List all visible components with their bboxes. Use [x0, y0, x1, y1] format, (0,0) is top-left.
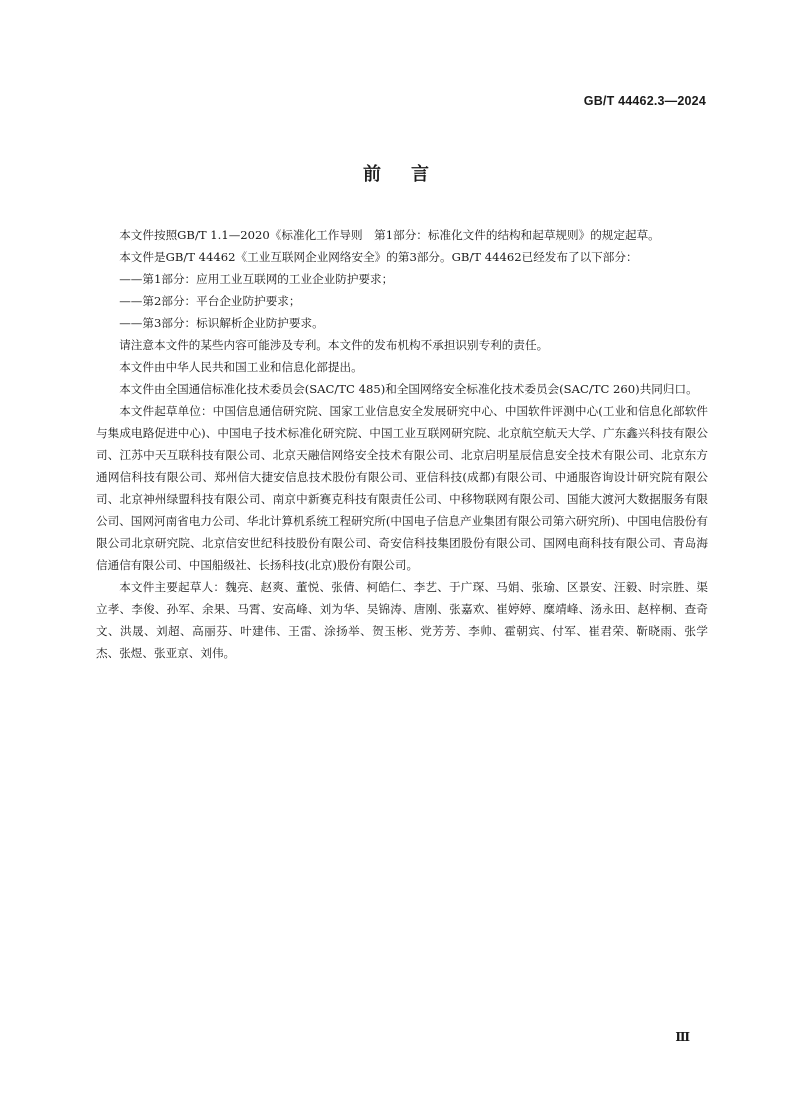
paragraph-parts-intro: 本文件是GB/T 44462《工业互联网企业网络安全》的第3部分。GB/T 44462已经发布了以下部分： [119, 250, 638, 264]
paragraph-proposer: 本文件由中华人民共和国工业和信息化部提出。 [119, 360, 363, 374]
paragraph-technical-committee: 本文件由全国通信标准化技术委员会(SAC/TC 485)和全国网络安全标准化技术委员会(SAC/TC 260)共同归口。 [119, 382, 698, 396]
list-item-part1: ——第1部分：应用工业互联网的工业企业防护要求； [119, 272, 394, 286]
standard-number: GB/T 44462.3—2024 [583, 94, 706, 108]
foreword-body [96, 224, 708, 664]
paragraph-patent-notice: 请注意本文件的某些内容可能涉及专利。本文件的发布机构不承担识别专利的责任。 [119, 338, 549, 352]
list-item-part2: ——第2部分：平台企业防护要求； [119, 294, 301, 308]
paragraph-drafting-rules: 本文件按照GB/T 1.1—2020《标准化工作导则 第1部分：标准化文件的结构和起草规则》的规定起草。 [119, 228, 660, 242]
page-title: 前言 [363, 164, 459, 185]
list-item-part3: ——第3部分：标识解析企业防护要求。 [119, 316, 324, 330]
page-number: Ⅲ [675, 1030, 690, 1044]
paragraph-drafters: 本文件主要起草人：魏亮、赵爽、董悦、张倩、柯皓仁、李艺、于广琛、马娟、张瑜、区景安、汪毅、时宗胜、渠立孝、李俊、孙军、余果、马霄、安高峰、刘为华、吴锦涛、唐刚、张嘉欢、崔婷婷、糜靖峰、汤永田、赵梓桐、查奇文、洪晟、刘超、高丽芬、叶建伟、王雷、涂扬举、贺玉彬、党芳芳、李帅、霍朝宾、付军、崔君荣、靳晓雨、张学杰、张煜、张亚京、刘伟。 [96, 580, 708, 660]
paragraph-drafting-organizations: 本文件起草单位：中国信息通信研究院、国家工业信息安全发展研究中心、中国软件评测中心(工业和信息化部软件与集成电路促进中心)、中国电子技术标准化研究院、中国工业互联网研究院、北京航空航天大学、广东鑫兴科技有限公司、江苏中天互联科技有限公司、北京天融信网络安全技术有限公司、北京启明星辰信息安全技术有限公司、北京东方通网信科技有限公司、郑州信大捷安信息技术股份有限公司、亚信科技(成都)有限公司、中通服咨询设计研究院有限公司、北京神州绿盟科技有限公司、南京中新赛克科技有限责任公司、中移物联网有限公司、国能大渡河大数据服务有限公司、国网河南省电力公司、华北计算机系统工程研究所(中国电子信息产业集团有限公司第六研究所)、中国电信股份有限公司北京研究院、北京信安世纪科技股份有限公司、奇安信科技集团股份有限公司、国网电商科技有限公司、青岛海信通信有限公司、中国船级社、长扬科技(北京)股份有限公司。 [96, 404, 708, 572]
